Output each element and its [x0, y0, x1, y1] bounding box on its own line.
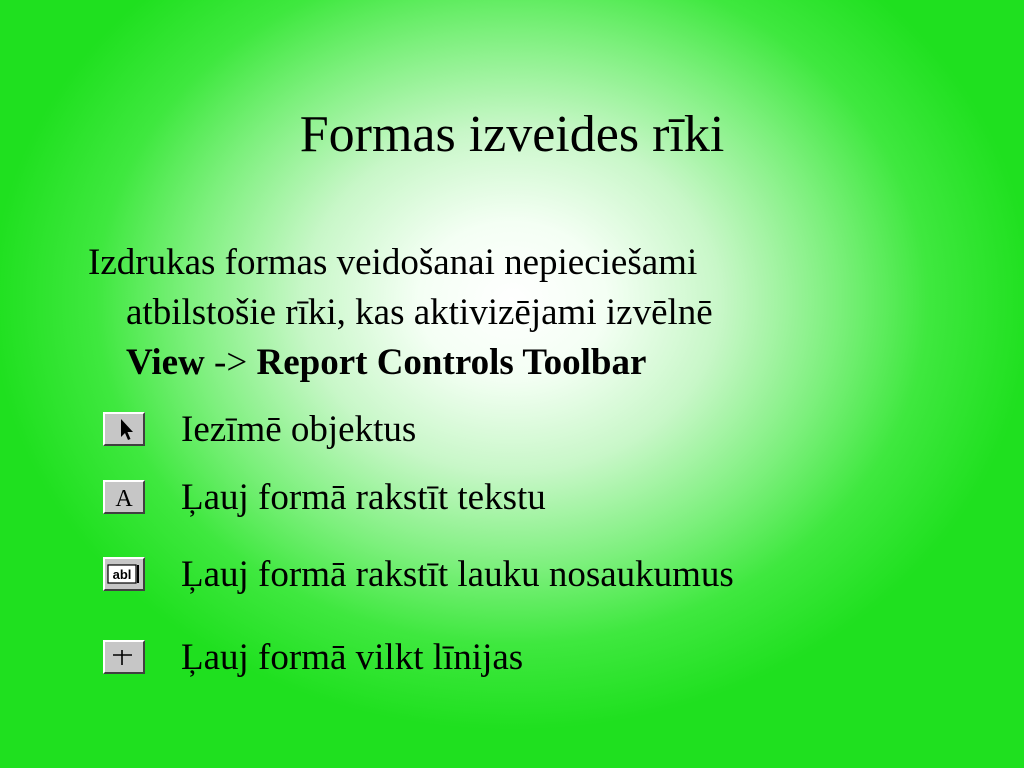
intro-line-2: atbilstošie rīki, kas aktivizējami izvēlnē [126, 292, 713, 333]
field-tool-icon [105, 559, 143, 589]
intro-line-3 [88, 338, 878, 388]
svg-text:A: A [115, 486, 133, 512]
line-tool-icon [105, 642, 143, 672]
select-pointer-button[interactable] [103, 412, 145, 446]
intro-line-1: Izdrukas formas veidošanai nepieciešami [88, 242, 698, 283]
line-tool-button[interactable] [103, 640, 145, 674]
tool-label-field: Ļauj formā rakstīt lauku nosaukumus [181, 554, 734, 595]
svg-text:abl: abl [112, 567, 132, 582]
tool-label-line: Ļauj formā vilkt līnijas [181, 637, 524, 678]
menu-view: View [126, 342, 205, 383]
tool-row-label [103, 476, 923, 520]
label-tool-button[interactable] [103, 480, 145, 514]
slide-title: Formas izveides rīki [299, 106, 725, 163]
tool-label-text: Ļauj formā rakstīt tekstu [181, 477, 546, 518]
tool-row-line [103, 636, 923, 680]
menu-report-controls-toolbar: Report Controls Toolbar [256, 342, 647, 383]
select-pointer-icon [105, 414, 143, 444]
menu-arrow: -> [204, 342, 257, 383]
tool-label-select: Iezīmē objektus [181, 409, 417, 450]
intro-paragraph [88, 238, 878, 388]
field-tool-button[interactable] [103, 557, 145, 591]
label-tool-icon [105, 482, 143, 512]
tool-row-field [103, 553, 923, 597]
tool-row-select [103, 408, 923, 452]
